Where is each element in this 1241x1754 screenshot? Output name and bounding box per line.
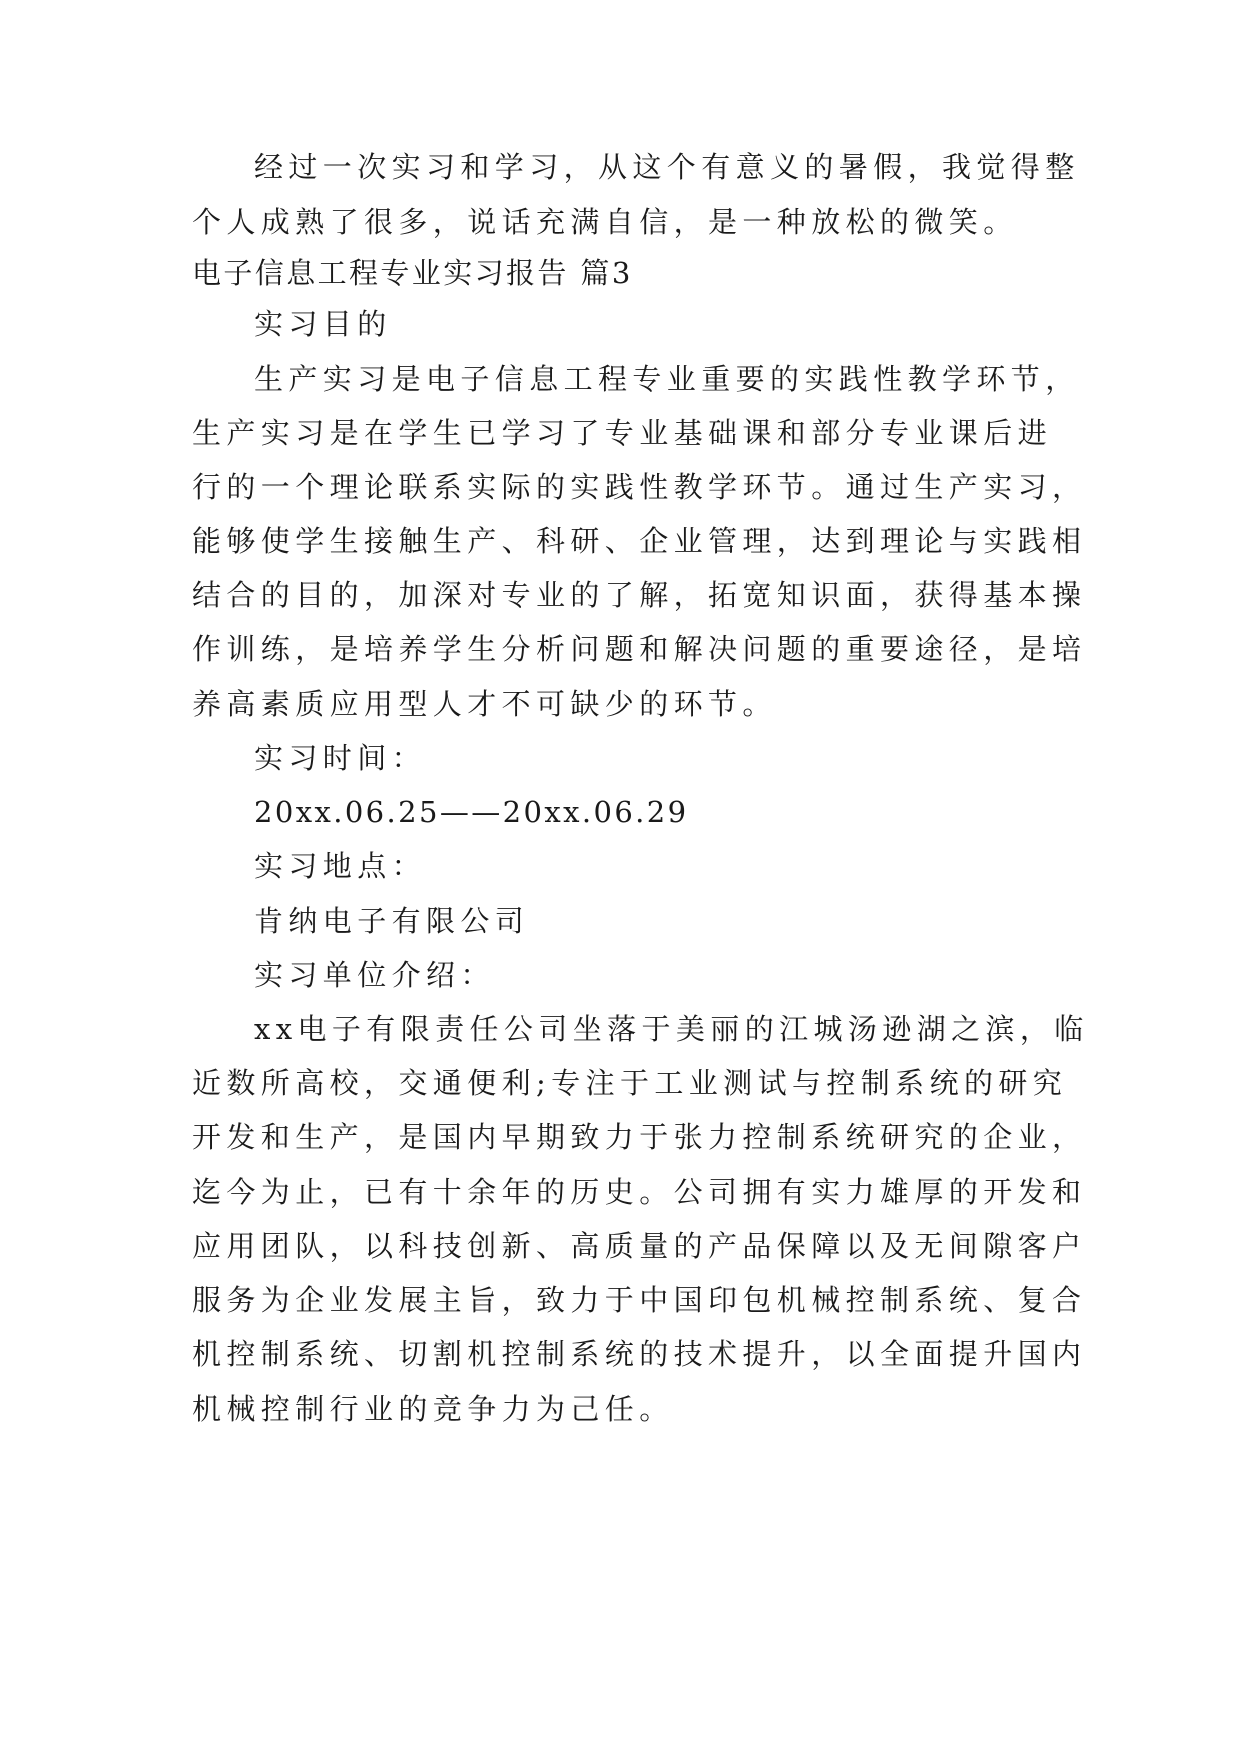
- paragraph-line: 应用团队，以科技创新、高质量的产品保障以及无间隙客户: [192, 1229, 1087, 1263]
- paragraph-line: 能够使学生接触生产、科研、企业管理，达到理论与实践相: [192, 524, 1087, 558]
- paragraph-line: 行的一个理论联系实际的实践性教学环节。通过生产实习，: [192, 470, 1087, 504]
- paragraph-line: 服务为企业发展主旨，致力于中国印包机械控制系统、复合: [192, 1283, 1087, 1317]
- paragraph-line: 经过一次实习和学习，从这个有意义的暑假，我觉得整: [254, 150, 1080, 184]
- label-internship-location: 实习地点：: [254, 849, 427, 883]
- section-heading: 电子信息工程专业实习报告 篇3: [192, 256, 633, 290]
- internship-time-value: 20xx.06.25——20xx.06.29: [254, 795, 689, 829]
- paragraph-line: 开发和生产，是国内早期致力于张力控制系统研究的企业，: [192, 1120, 1087, 1154]
- paragraph-line: xx电子有限责任公司坐落于美丽的江城汤逊湖之滨，临: [254, 1012, 1089, 1046]
- paragraph-line: 近数所高校，交通便利;专注于工业测试与控制系统的研究: [192, 1066, 1068, 1100]
- paragraph-line: 迄今为止，已有十余年的历史。公司拥有实力雄厚的开发和: [192, 1175, 1087, 1209]
- subheading: 实习目的: [254, 307, 392, 341]
- internship-location-value: 肯纳电子有限公司: [254, 904, 530, 938]
- paragraph-line: 养高素质应用型人才不可缺少的环节。: [192, 687, 777, 721]
- paragraph-line: 机控制系统、切割机控制系统的技术提升，以全面提升国内: [192, 1337, 1087, 1371]
- paragraph-line: 生产实习是在学生已学习了专业基础课和部分专业课后进: [192, 416, 1053, 450]
- paragraph-line: 个人成熟了很多，说话充满自信，是一种放松的微笑。: [192, 205, 1018, 239]
- paragraph-line: 结合的目的，加深对专业的了解，拓宽知识面，获得基本操: [192, 578, 1087, 612]
- paragraph-line: 作训练，是培养学生分析问题和解决问题的重要途径，是培: [192, 632, 1087, 666]
- label-internship-time: 实习时间：: [254, 741, 427, 775]
- paragraph-line: 生产实习是电子信息工程专业重要的实践性教学环节，: [254, 362, 1080, 396]
- paragraph-line: 机械控制行业的竞争力为己任。: [192, 1392, 674, 1426]
- label-company-intro: 实习单位介绍：: [254, 958, 495, 992]
